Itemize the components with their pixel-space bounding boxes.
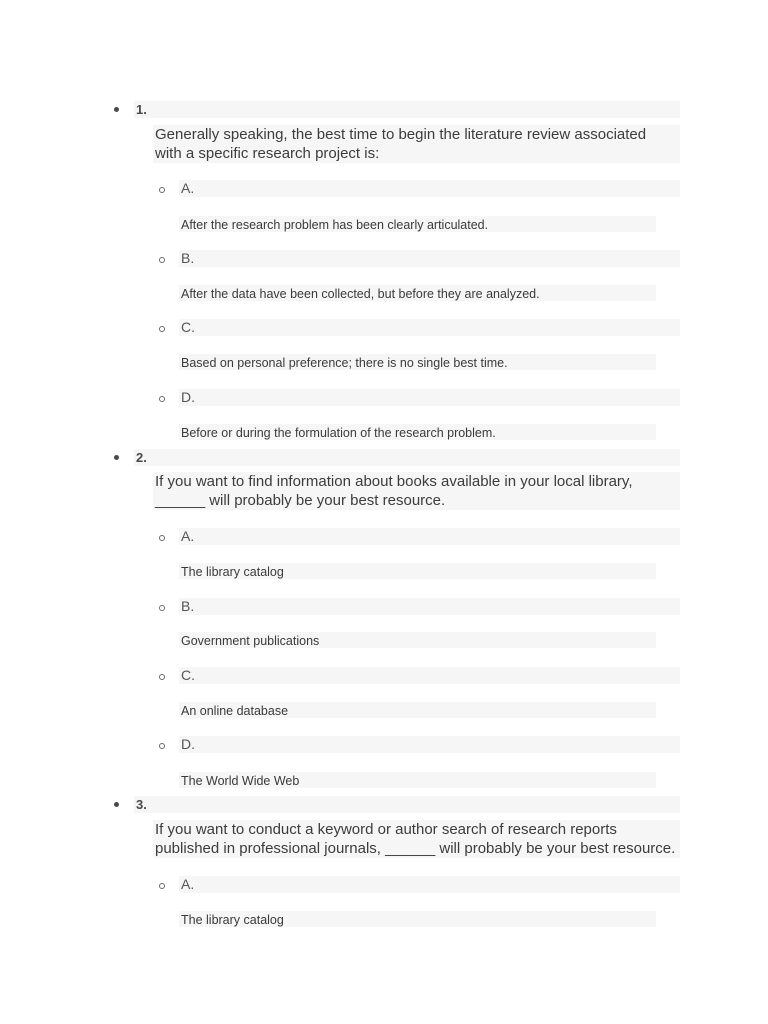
option-bullet [159,396,165,402]
option-answer-text: After the research problem has been clearly articulated. [181,218,489,232]
option-answer[interactable] [179,563,656,579]
option-answer-text: The World Wide Web [181,774,300,788]
option-bullet [159,326,165,332]
question-prompt-line: Generally speaking, the best time to begin the literature review associated [155,126,647,143]
option-letter: D. [181,389,195,405]
option-answer[interactable] [179,632,656,648]
option-letter-row[interactable] [179,180,680,197]
option-bullet [159,743,165,749]
option-bullet [159,187,165,193]
option-letter-row[interactable] [179,389,680,406]
option-letter-row[interactable] [179,736,680,753]
option-answer-text: Before or during the formulation of the research problem. [181,426,496,440]
question-prompt-line: If you want to conduct a keyword or author search of research reports [155,821,617,838]
question-number: 2. [136,450,147,465]
option-letter: B. [181,598,195,614]
option-letter: A. [181,528,195,544]
option-letter-row[interactable] [179,598,680,615]
question-number-row [134,449,680,466]
option-letter-row[interactable] [179,876,680,893]
option-letter: C. [181,667,195,683]
option-bullet [159,535,165,541]
question-prompt [153,820,680,858]
option-letter-row[interactable] [179,319,680,336]
option-letter-row[interactable] [179,528,680,545]
question-bullet [114,802,119,807]
option-letter: D. [181,736,195,752]
question-number-row [134,796,680,813]
option-letter: A. [181,876,195,892]
option-answer[interactable] [179,424,656,440]
question-prompt-line: with a specific research project is: [155,145,380,162]
question-prompt-line: If you want to find information about books available in your local library, [155,473,633,490]
option-letter: B. [181,250,195,266]
option-letter-row[interactable] [179,667,680,684]
option-answer[interactable] [179,702,656,718]
option-answer-text: The library catalog [181,565,284,579]
option-bullet [159,883,165,889]
option-answer[interactable] [179,354,656,370]
question-prompt-line: ______ will probably be your best resource. [155,492,446,509]
option-answer[interactable] [179,216,656,232]
option-answer[interactable] [179,772,656,788]
question-number: 1. [136,102,147,117]
option-answer-text: Government publications [181,634,320,648]
question-prompt [153,125,680,163]
question-bullet [114,455,119,460]
option-answer-text: After the data have been collected, but before they are analyzed. [181,287,540,301]
option-answer[interactable] [179,285,656,301]
question-number: 3. [136,797,147,812]
question-prompt [153,472,680,510]
option-answer-text: The library catalog [181,913,284,927]
option-letter-row[interactable] [179,250,680,267]
option-answer-text: An online database [181,704,289,718]
option-bullet [159,605,165,611]
option-answer[interactable] [179,911,656,927]
option-letter: A. [181,180,195,196]
option-answer-text: Based on personal preference; there is no single best time. [181,356,508,370]
option-letter: C. [181,319,195,335]
option-bullet [159,674,165,680]
question-prompt-line: published in professional journals, ______ will probably be your best resource. [155,840,676,857]
question-number-row [134,101,680,118]
option-bullet [159,257,165,263]
question-bullet [114,107,119,112]
